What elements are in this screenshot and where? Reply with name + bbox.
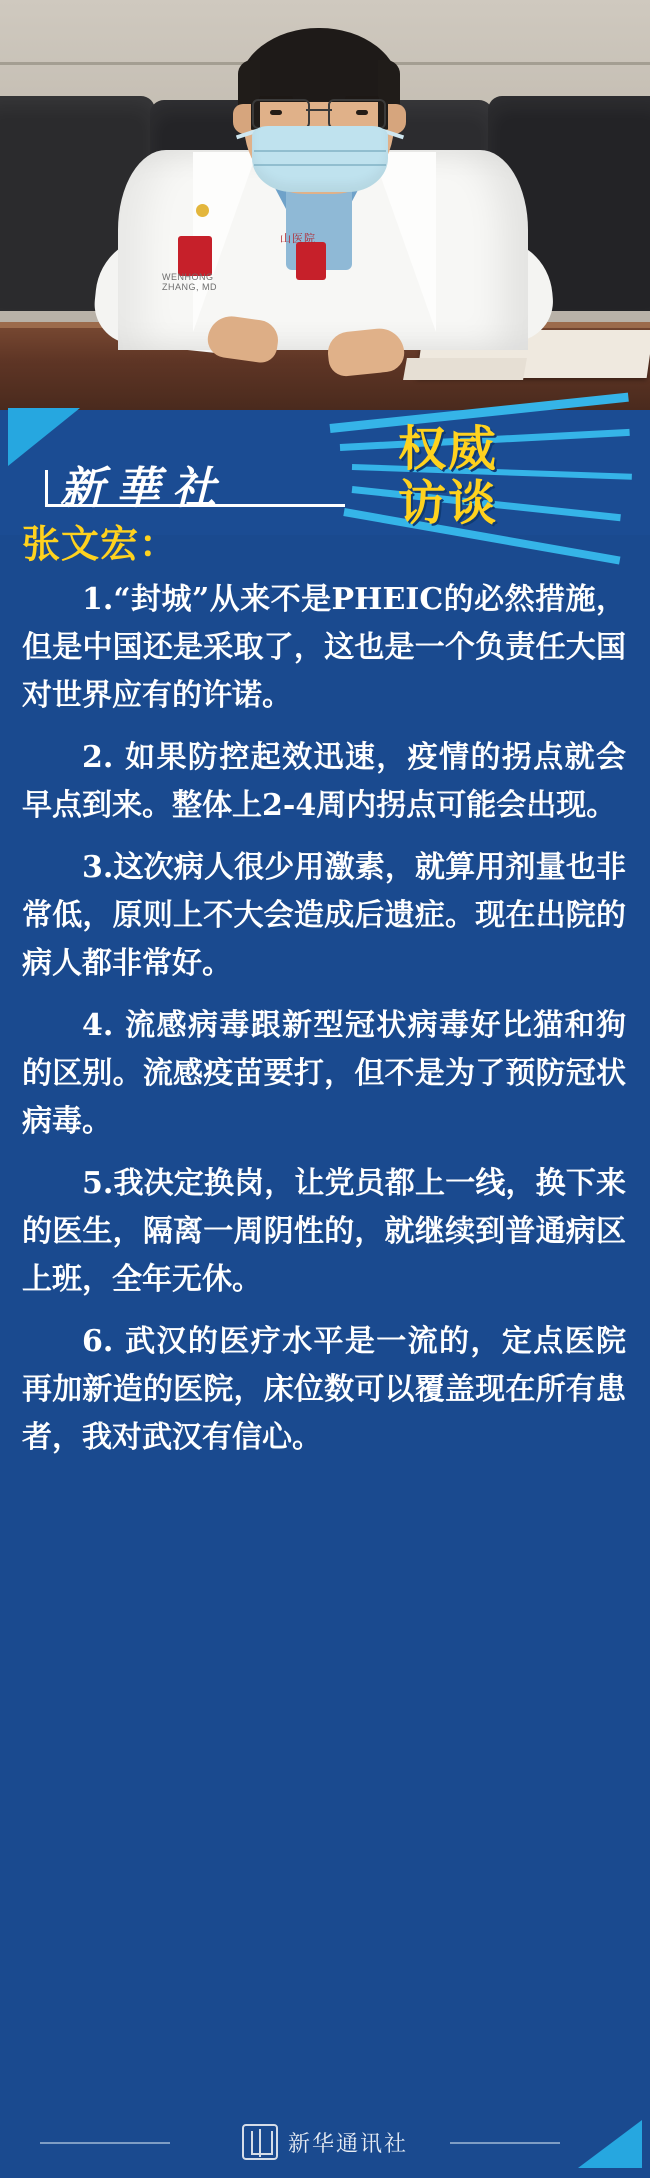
- lapel-pin-icon: [196, 204, 209, 217]
- column-title-line2: 访谈: [398, 475, 499, 531]
- statement-paragraph-1: 1.“封城”从来不是PHEIC的必然措施，但是中国还是采取了，这也是一个负责任大国对世界应有的许诺。: [22, 582, 626, 713]
- coat-lapel: [372, 152, 436, 332]
- statement-paragraph-4: 4. 流感病毒跟新型冠状病毒好比猫和狗的区别。流感疫苗要打，但不是为了预防冠状病毒。: [22, 1008, 626, 1139]
- surgical-mask-icon: [252, 126, 388, 192]
- footer-publisher-block: [0, 2124, 650, 2160]
- statement-paragraph-3: 3.这次病人很少用激素，就算用剂量也非常低，原则上不大会造成后遗症。现在出院的病人都非常好。: [22, 850, 626, 981]
- chest-badge: [178, 236, 212, 276]
- xinhua-agency-logo: 新華社: [60, 463, 228, 514]
- glasses-lens: [328, 99, 386, 129]
- article-body: [0, 520, 650, 1476]
- mask-fold: [254, 164, 386, 166]
- footer-publisher-name: 新华通讯社: [287, 2131, 408, 2157]
- poster-footer: [0, 2086, 650, 2178]
- coat-name-embroidery: WENHONG ZHANG, MD: [162, 272, 217, 292]
- coat-hospital-mark: 山医院: [280, 233, 316, 245]
- statement-paragraph-5: 5.我决定换岗，让党员都上一线，换下来的医生，隔离一周阴性的，就继续到普通病区上班，全年无休。: [22, 1166, 626, 1297]
- interview-photo: [0, 0, 650, 410]
- speaker-name: 张文宏：: [22, 521, 179, 566]
- column-title-line1: 权威: [398, 421, 499, 477]
- doctor-ear: [233, 104, 251, 134]
- statement-paragraph-6: 6. 武汉的医疗水平是一流的，定点医院再加新造的医院，床位数可以覆盖现在所有患者，我对武汉有信心。: [22, 1324, 626, 1455]
- xinhua-emblem-icon: [242, 2124, 278, 2160]
- doctor-ear: [388, 104, 406, 134]
- logo-bracket: [45, 470, 48, 507]
- mask-fold: [254, 150, 386, 152]
- statement-paragraph-2: 2. 如果防控起效迅速，疫情的拐点就会早点到来。整体上2-4周内拐点可能会出现。: [22, 740, 626, 823]
- glasses-lens: [252, 99, 310, 129]
- desk-paper: [403, 358, 527, 380]
- chest-badge: [296, 242, 326, 280]
- eyeglasses-icon: [252, 99, 386, 125]
